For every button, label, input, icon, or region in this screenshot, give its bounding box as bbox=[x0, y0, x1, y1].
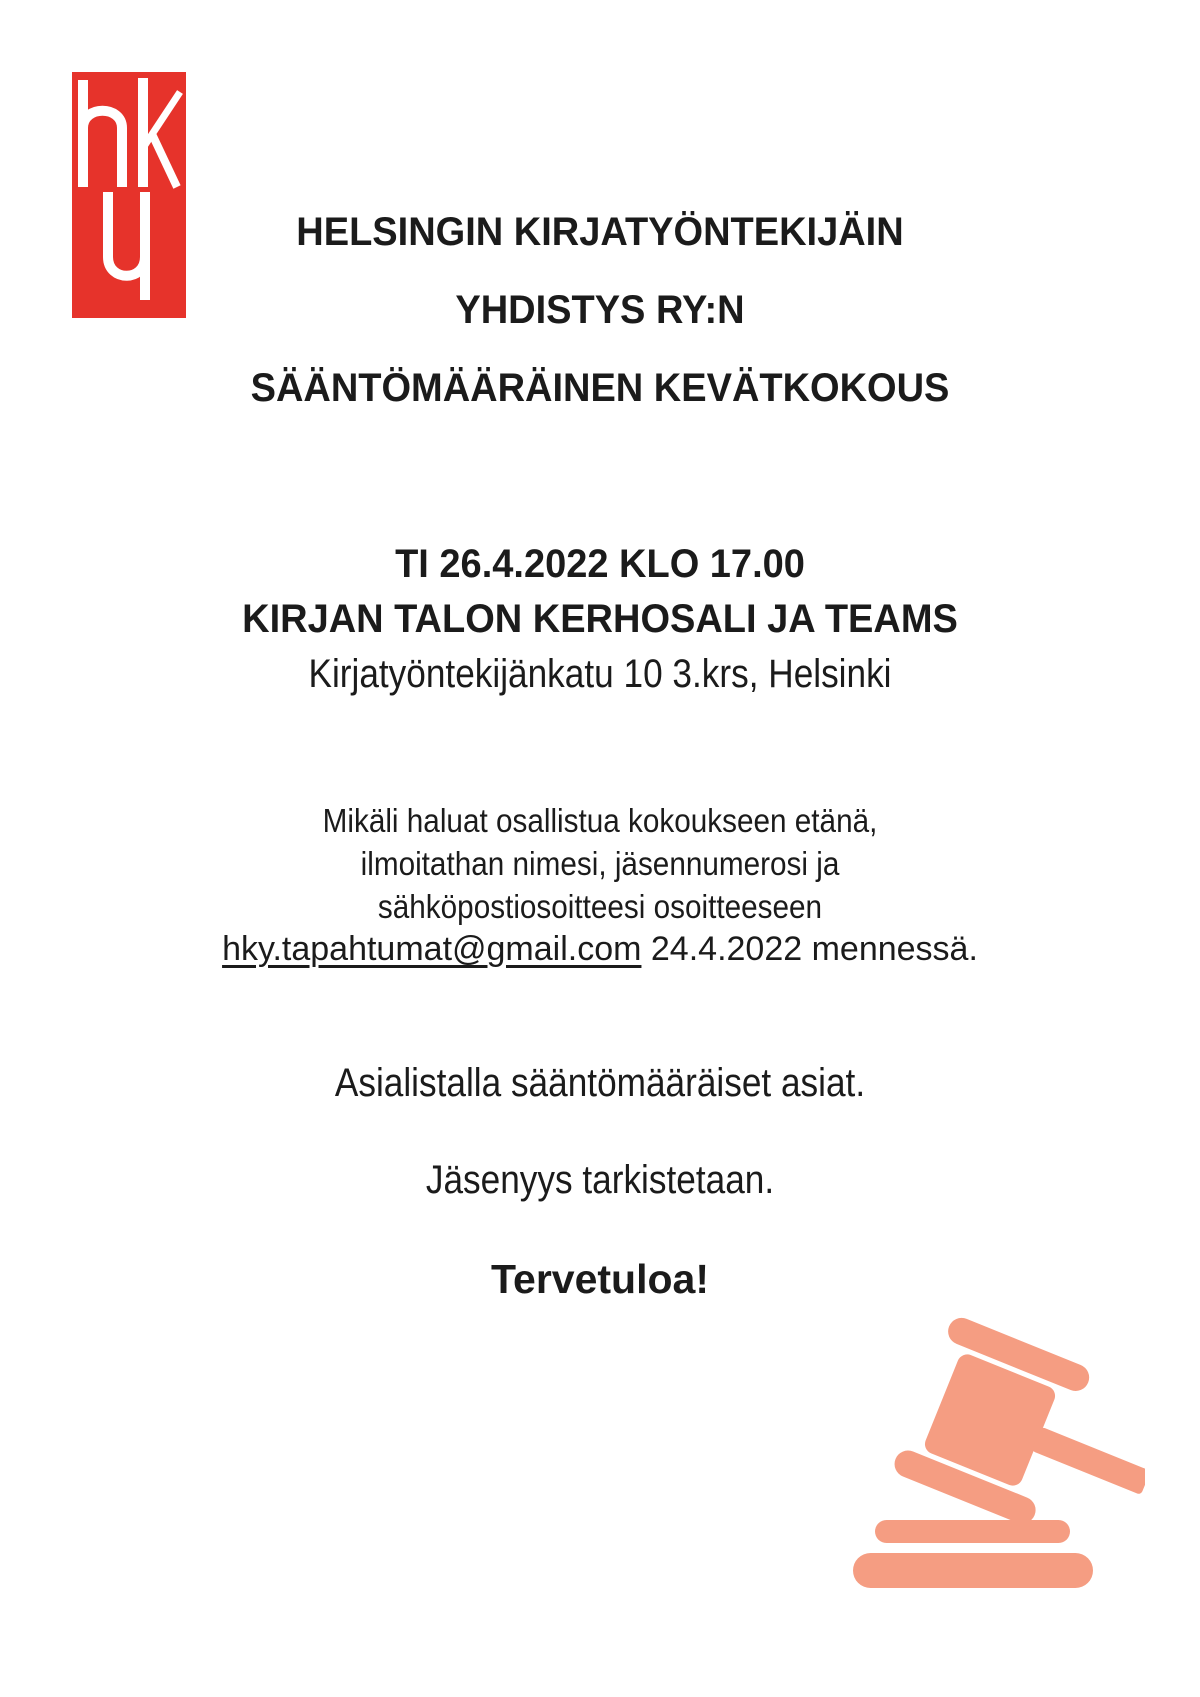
welcome-row bbox=[0, 1256, 1200, 1303]
gavel-graphic bbox=[845, 1305, 1145, 1605]
remote-email-line bbox=[0, 928, 1200, 971]
remote-line-3: sähköpostiosoitteesi osoitteeseen bbox=[377, 888, 823, 925]
welcome-text: Tervetuloa! bbox=[491, 1256, 709, 1302]
agenda-row bbox=[0, 1061, 1200, 1106]
event-address: Kirjatyöntekijänkatu 10 3.krs, Helsinki bbox=[308, 652, 892, 696]
agenda-text: Asialistalla sääntömääräiset asiat. bbox=[334, 1061, 866, 1105]
event-datetime: TI 26.4.2022 KLO 17.00 bbox=[395, 542, 805, 586]
title-line-3: SÄÄNTÖMÄÄRÄINEN KEVÄTKOKOUS bbox=[250, 366, 950, 410]
remote-line-1: Mikäli haluat osallistua kokoukseen etänä, bbox=[322, 802, 878, 839]
gavel-icon bbox=[845, 1305, 1145, 1605]
remote-line-2: ilmoitathan nimesi, jäsennumerosi ja bbox=[360, 845, 840, 882]
event-when bbox=[0, 537, 1200, 647]
gavel-shapes bbox=[853, 1314, 1145, 1588]
membership-text: Jäsenyys tarkistetaan. bbox=[425, 1158, 775, 1202]
membership-row bbox=[0, 1158, 1200, 1203]
event-venue: KIRJAN TALON KERHOSALI JA TEAMS bbox=[242, 597, 958, 641]
title-line-1: HELSINGIN KIRJATYÖNTEKIJÄIN bbox=[296, 210, 904, 254]
deadline-text: 24.4.2022 mennessä. bbox=[641, 930, 978, 968]
title bbox=[0, 193, 1200, 427]
title-line-2: YHDISTYS RY:N bbox=[455, 288, 745, 332]
event-address-row bbox=[0, 650, 1200, 698]
email-link[interactable]: hky.tapahtumat@gmail.com bbox=[222, 930, 642, 968]
remote-instructions bbox=[0, 799, 1200, 971]
